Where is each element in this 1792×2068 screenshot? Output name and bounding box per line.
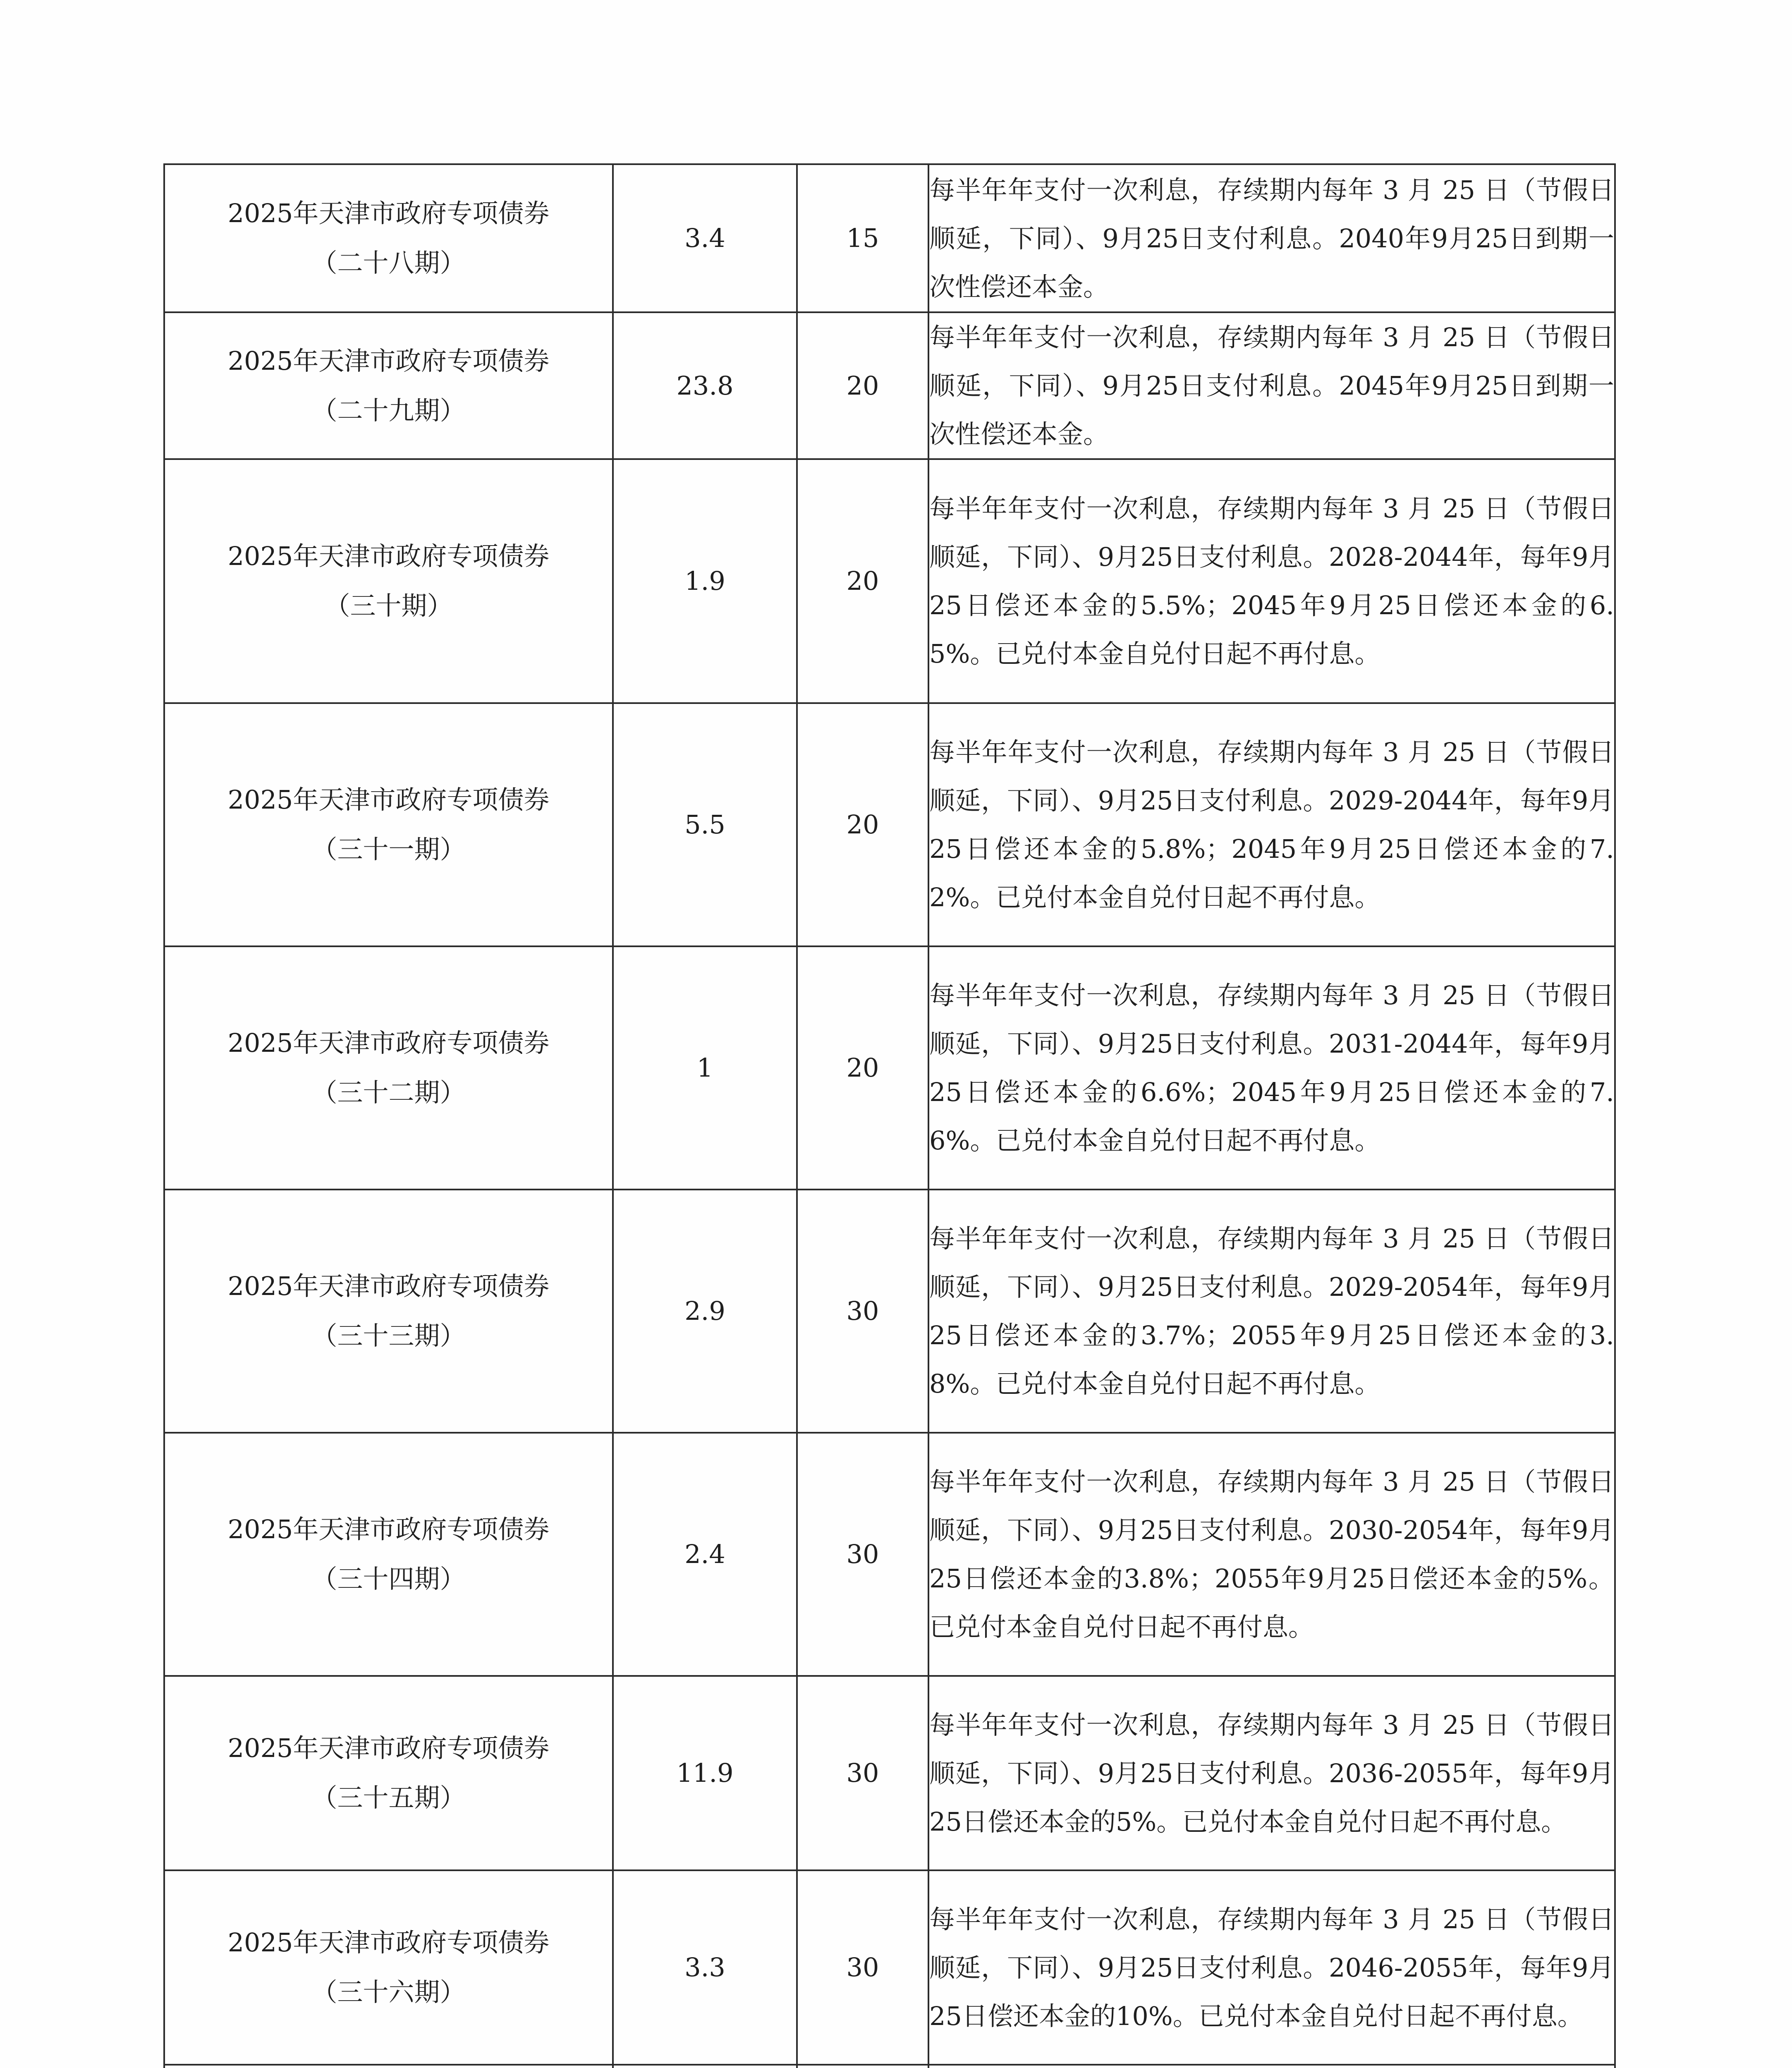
bond-name-cell	[164, 1676, 613, 1870]
table-row	[164, 312, 1615, 459]
bond-term: 30	[797, 1433, 928, 1676]
table-row	[164, 946, 1615, 1190]
bond-name: 2025年天津市政府专项债券	[227, 345, 550, 376]
bond-name-cell	[164, 1870, 613, 2065]
bond-amount: 2.9	[613, 1190, 797, 1433]
bond-term: 30	[797, 1870, 928, 2065]
bond-amount: 5.5	[613, 703, 797, 946]
table-row	[164, 1676, 1615, 1870]
bond-repayment-terms: 每半年年支付一次利息，存续期内每年 3 月 25 日（节假日顺延，下同）、9月25日支付利息。2031-2044年，每年9月25日偿还本金的6.6%；2045年9月25日偿还本金的7.6%。已兑付本金自兑付日起不再付息。	[928, 946, 1615, 1190]
bond-name-cell	[164, 1190, 613, 1433]
table-row	[164, 164, 1615, 312]
bond-amount: 23.8	[613, 312, 797, 459]
bond-name: 2025年天津市政府专项债券	[227, 1271, 550, 1301]
bond-issue: （二十九期）	[311, 395, 466, 426]
bond-name-cell	[164, 164, 613, 312]
bond-name-cell	[164, 946, 613, 1190]
bond-term: 30	[797, 1190, 928, 1433]
bond-name: 2025年天津市政府专项债券	[227, 1733, 550, 1763]
bond-amount: 1.9	[613, 459, 797, 703]
bond-issue: （三十六期）	[311, 1977, 466, 2007]
bond-name-cell	[164, 2065, 613, 2068]
bond-amount: 1	[613, 946, 797, 1190]
bond-amount: 2.4	[613, 1433, 797, 1676]
bond-amount	[613, 2065, 797, 2068]
bond-repayment-terms: 每半年年支付一次利息，存续期内每年 3 月 25 日（节假日顺延，下同）、9月25日支付利息。2045年9月25日到期一次性偿还本金。	[928, 312, 1615, 459]
bond-repayment-terms: 每半年年支付一次利息，存续期内每年 3 月 25 日（节假日顺延，下同）、9月25日支付利息。2046-2055年，每年9月25日偿还本金的10%。已兑付本金自兑付日起不再付息。	[928, 1870, 1615, 2065]
bond-term: 15	[797, 164, 928, 312]
table-row	[164, 1870, 1615, 2065]
bond-repayment-terms: 每半年年支付一次利息，存续期内每年 3 月 25 日（节假日顺延，下同）、9月25日支付利息。2029-2044年，每年9月25日偿还本金的5.8%；2045年9月25日偿还本金的7.2%。已兑付本金自兑付日起不再付息。	[928, 703, 1615, 946]
bond-name: 2025年天津市政府专项债券	[227, 541, 550, 571]
table-row	[164, 2065, 1615, 2068]
bond-amount: 11.9	[613, 1676, 797, 1870]
bond-term: 20	[797, 459, 928, 703]
bond-name-cell	[164, 459, 613, 703]
bond-issue: （二十八期）	[311, 248, 466, 278]
bond-term: 20	[797, 946, 928, 1190]
table-row	[164, 459, 1615, 703]
bond-name: 2025年天津市政府专项债券	[227, 1028, 550, 1058]
bond-repayment-terms: 每半年年支付一次利息，存续期内每年 3 月 25 日（节假日顺延，下同）、9月25日支付利息。2028-2044年，每年9月25日偿还本金的5.5%；2045年9月25日偿还本金的6.5%。已兑付本金自兑付日起不再付息。	[928, 459, 1615, 703]
bond-name-cell	[164, 703, 613, 946]
bond-repayment-terms: 每半年年支付一次利息，存续期内每年 3 月 25 日（节假日顺延，下同）、9月25日支付利息。2036-2055年，每年9月25日偿还本金的5%。已兑付本金自兑付日起不再付息。	[928, 1676, 1615, 1870]
bond-repayment-terms: 每半年年支付一次利息，存续期内每年 3 月 25 日（节假日顺延，下同）、9月25日支付利息。2030-2054年，每年9月25日偿还本金的3.8%；2055年9月25日偿还本金的5%。已兑付本金自兑付日起不再付息。	[928, 1433, 1615, 1676]
bond-issue: （三十期）	[324, 591, 453, 621]
bond-name: 2025年天津市政府专项债券	[227, 1514, 550, 1544]
bond-name-cell	[164, 1433, 613, 1676]
bond-amount: 3.3	[613, 1870, 797, 2065]
table-row	[164, 1190, 1615, 1433]
bond-issue: （三十三期）	[311, 1321, 466, 1351]
bond-issue: （三十四期）	[311, 1564, 466, 1594]
bond-repayment-terms	[928, 2065, 1615, 2068]
bond-issue: （三十一期）	[311, 834, 466, 864]
bond-amount: 3.4	[613, 164, 797, 312]
table-row	[164, 1433, 1615, 1676]
bond-repayment-terms: 每半年年支付一次利息，存续期内每年 3 月 25 日（节假日顺延，下同）、9月25日支付利息。2040年9月25日到期一次性偿还本金。	[928, 164, 1615, 312]
bond-issue: （三十二期）	[311, 1077, 466, 1108]
bond-term: 30	[797, 1676, 928, 1870]
bond-name-cell	[164, 312, 613, 459]
bond-term: 20	[797, 312, 928, 459]
bond-repayment-terms: 每半年年支付一次利息，存续期内每年 3 月 25 日（节假日顺延，下同）、9月25日支付利息。2029-2054年，每年9月25日偿还本金的3.7%；2055年9月25日偿还本金的3.8%。已兑付本金自兑付日起不再付息。	[928, 1190, 1615, 1433]
bond-name: 2025年天津市政府专项债券	[227, 1927, 550, 1958]
bond-term: 20	[797, 703, 928, 946]
bond-name: 2025年天津市政府专项债券	[227, 785, 550, 815]
bond-name: 2025年天津市政府专项债券	[227, 198, 550, 228]
bond-table	[163, 163, 1616, 2068]
bond-term	[797, 2065, 928, 2068]
bond-issue: （三十五期）	[311, 1783, 466, 1813]
table-row	[164, 703, 1615, 946]
